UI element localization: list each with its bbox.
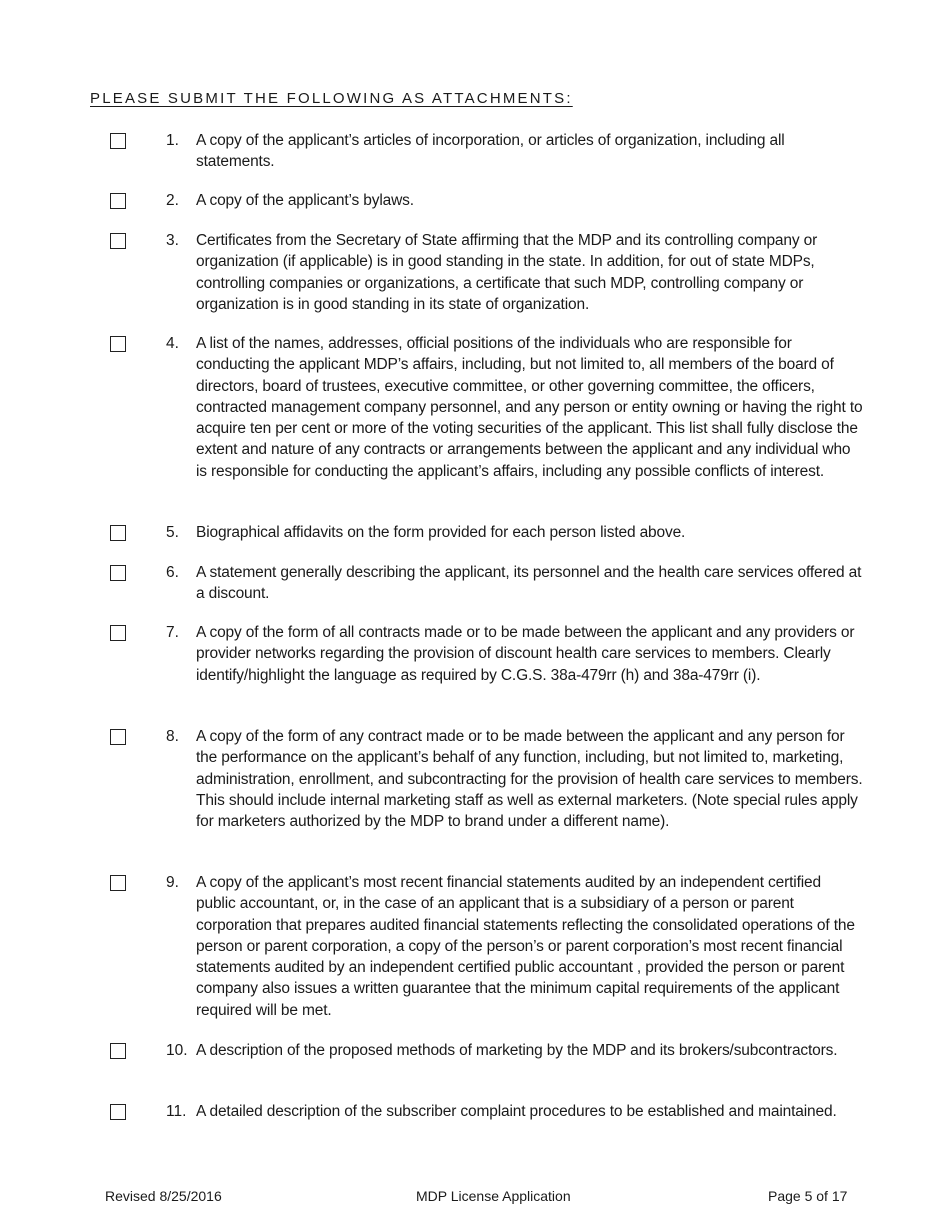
item-number: 8. (166, 728, 179, 745)
item-text: Biographical affidavits on the form provided for each person listed above. (196, 524, 686, 541)
attachments-heading: PLEASE SUBMIT THE FOLLOWING AS ATTACHMENTS: (90, 90, 573, 107)
item-text: A detailed description of the subscriber complaint procedures to be established and maintained. (196, 1103, 837, 1120)
item-text: A copy of the form of any contract made or to be made between the applicant and any person for the performance on the applicant’s behalf of any function, including, but not limited to, marketing, administration, enrollment, and subcontracting for the provision of health care services to members. This should include internal marketing staff as well as external marketers. (Note special rules apply for marketers authorized by the MDP to brand under a different name). (196, 728, 863, 831)
attachment-checkbox-9[interactable] (110, 875, 126, 891)
footer-revised-date: Revised 8/25/2016 (105, 1188, 222, 1204)
item-text: A copy of the form of all contracts made or to be made between the applicant and any providers or provider networks regarding the provision of discount health care services to members. Clearly identify/highlight the language as required by C.G.S. 38a-479rr (h) and 38a-479rr (i). (196, 624, 855, 684)
item-text: Certificates from the Secretary of State affirming that the MDP and its controlling company or organization (if applicable) is in good standing in the state. In addition, for out of state MDPs, controlling companies or organizations, a certificate that such MDP, controlling company or organization is in good standing in its state of organization. (196, 232, 818, 313)
item-number: 2. (166, 192, 179, 209)
item-text: A list of the names, addresses, official positions of the individuals who are responsible for conducting the applicant MDP’s affairs, including, but not limited to, all members of the board of directors, board of trustees, executive committee, or other governing committee, the officers, contracted management company personnel, and any person or entity owning or having the right to acquire ten per cent or more of the voting securities of the applicant. This list shall fully disclose the extent and nature of any contracts or arrangements between the applicant and any individual who is responsible for conducting the applicant’s affairs, including any possible conflicts of interest. (196, 335, 863, 480)
footer-page-number: Page 5 of 17 (768, 1188, 848, 1204)
attachment-checkbox-5[interactable] (110, 525, 126, 541)
item-text: A copy of the applicant’s bylaws. (196, 192, 414, 209)
item-number: 1. (166, 132, 179, 149)
attachment-checkbox-10[interactable] (110, 1043, 126, 1059)
attachment-checkbox-8[interactable] (110, 729, 126, 745)
attachment-checkbox-1[interactable] (110, 133, 126, 149)
item-number: 9. (166, 874, 179, 891)
attachment-checkbox-3[interactable] (110, 233, 126, 249)
item-number: 11. (166, 1103, 187, 1120)
item-text: A copy of the applicant’s most recent financial statements audited by an independent certified public accountant, or, in the case of an applicant that is a subsidiary of a person or parent corporation that prepares audited financial statements reflecting the consolidated operations of the person or parent corporation, a copy of the person’s or parent corporation’s most recent financial statements audited by an independent certified public accountant , provided the person or parent company also issues a written guarantee that the minimum capital requirements of the applicant required will be met. (196, 874, 855, 1019)
item-text: A statement generally describing the applicant, its personnel and the health care services offered at a discount. (196, 564, 862, 603)
item-number: 10. (166, 1042, 188, 1059)
item-number: 5. (166, 524, 179, 541)
item-number: 4. (166, 335, 179, 352)
footer-document-title: MDP License Application (416, 1188, 571, 1204)
item-number: 3. (166, 232, 179, 249)
item-number: 7. (166, 624, 179, 641)
item-number: 6. (166, 564, 179, 581)
item-text: A description of the proposed methods of marketing by the MDP and its brokers/subcontractors. (196, 1042, 838, 1059)
attachment-checkbox-6[interactable] (110, 565, 126, 581)
attachment-checkbox-7[interactable] (110, 625, 126, 641)
item-text: A copy of the applicant’s articles of incorporation, or articles of organization, including all statements. (196, 132, 785, 171)
attachment-checkbox-2[interactable] (110, 193, 126, 209)
attachment-checkbox-4[interactable] (110, 336, 126, 352)
attachment-checkbox-11[interactable] (110, 1104, 126, 1120)
